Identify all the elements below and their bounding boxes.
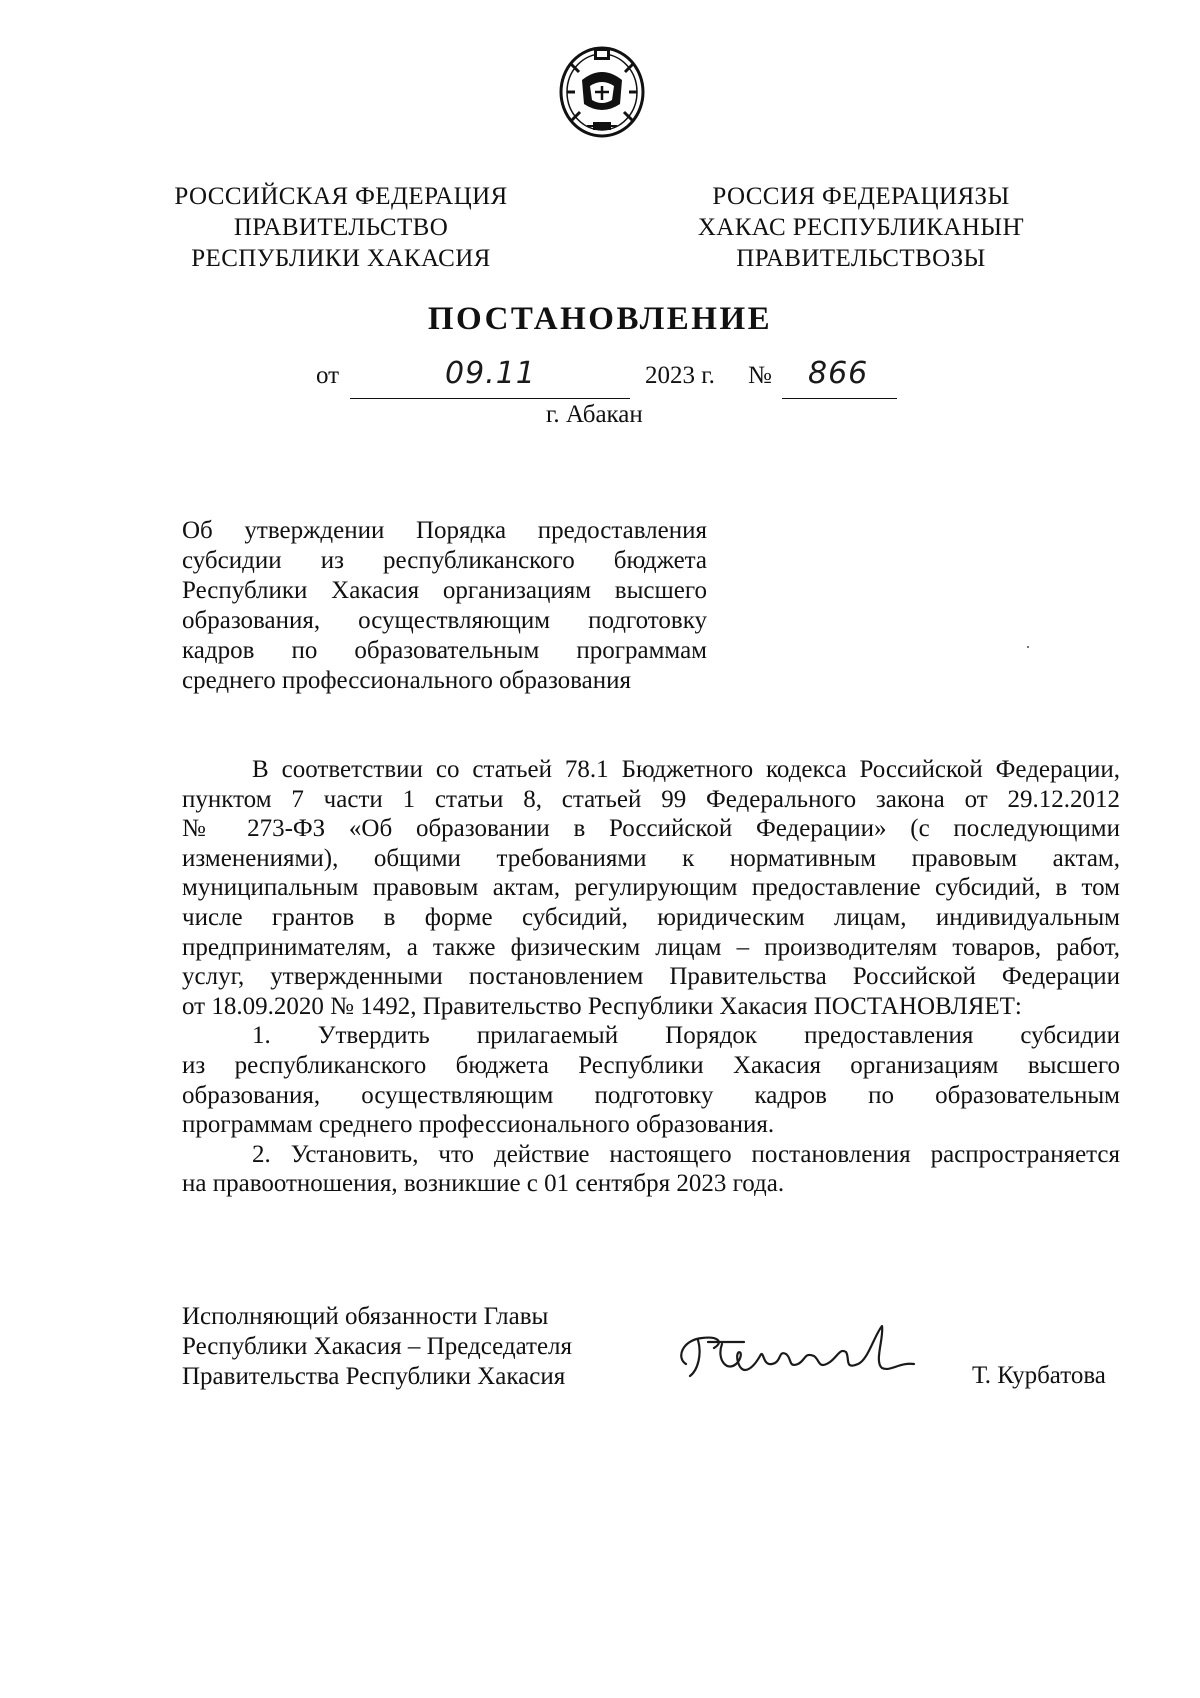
header-left-line: РОССИЙСКАЯ ФЕДЕРАЦИЯ <box>174 183 508 210</box>
subject-line: субсидии из республиканского бюджета <box>182 547 707 574</box>
date-blank-line <box>350 398 630 399</box>
subject-line: образования, осуществляющим подготовку <box>182 607 707 634</box>
body-line: предпринимателям, а также физическим лицам – производителям товаров, работ, <box>182 933 1120 961</box>
handwritten-number: 866 <box>808 356 869 391</box>
signatory-title-line: Правительства Республики Хакасия <box>182 1363 566 1390</box>
signatory-title <box>182 1302 572 1392</box>
subject-line: кадров по образовательным программам <box>182 637 707 664</box>
body-line: на правоотношения, возникшие с 01 сентября 2023 года. <box>182 1170 785 1198</box>
signatory-title-line: Исполняющий обязанности Главы <box>182 1303 549 1330</box>
year-text: 2023 г. <box>645 362 715 389</box>
subject-line: Республики Хакасия организациям высшего <box>182 577 707 604</box>
body-line: изменениями), общими требованиями к нормативным правовым актам, <box>182 844 1120 872</box>
header-right-line: ХАКАС РЕСПУБЛИКАНЫҤ <box>697 214 1025 241</box>
body-line: программам среднего профессионального образования. <box>182 1111 775 1139</box>
date-prefix: от <box>316 362 340 389</box>
body-line: услуг, утвержденными постановлением Правительства Российской Федерации <box>182 963 1120 991</box>
body-line: числе грантов в форме субсидий, юридическим лицам, индивидуальным <box>182 903 1120 931</box>
body-line: муниципальным правовым актам, регулирующим предоставление субсидий, в том <box>182 874 1120 902</box>
signer-name: Т. Курбатова <box>972 1362 1106 1389</box>
handwritten-signature <box>668 1318 928 1392</box>
header-left-line: РЕСПУБЛИКИ ХАКАСИЯ <box>191 245 491 272</box>
handwritten-date: 09.11 <box>445 356 536 391</box>
number-blank-line <box>782 398 897 399</box>
document-body <box>182 755 1120 1199</box>
body-line: образования, осуществляющим подготовку кадров по образовательным <box>182 1081 1120 1109</box>
body-line: из республиканского бюджета Республики Хакасия организациям высшего <box>182 1051 1120 1079</box>
body-line: 1. Утвердить прилагаемый Порядок предоставления субсидии <box>252 1022 1120 1050</box>
city-label: г. Абакан <box>546 401 643 428</box>
header-left-line: ПРАВИТЕЛЬСТВО <box>233 214 449 241</box>
header-right <box>680 181 1042 274</box>
header-right-line: ПРАВИТЕЛЬСТВОЗЫ <box>736 245 986 272</box>
coat-of-arms-emblem <box>557 42 647 140</box>
scan-speck <box>1027 646 1029 648</box>
body-line: 2. Установить, что действие настоящего постановления распространяется <box>252 1140 1120 1168</box>
header-right-line: РОССИЯ ФЕДЕРАЦИЯЗЫ <box>712 183 1010 210</box>
body-line: В соответствии со статьей 78.1 Бюджетного кодекса Российской Федерации, <box>252 756 1120 783</box>
subject-line: среднего профессионального образования <box>182 667 632 694</box>
number-sign: № <box>748 362 772 389</box>
body-line: от 18.09.2020 № 1492, Правительство Республики Хакасия ПОСТАНОВЛЯЕТ: <box>182 992 1022 1020</box>
signatory-title-line: Республики Хакасия – Председателя <box>182 1333 573 1360</box>
document-subject <box>182 516 707 696</box>
body-line: № 273-ФЗ «Об образовании в Российской Федерации» (с последующими <box>182 815 1120 843</box>
header-left <box>160 181 522 274</box>
body-line: пунктом 7 части 1 статьи 8, статьей 99 Федерального закона от 29.12.2012 <box>182 785 1120 813</box>
subject-line: Об утверждении Порядка предоставления <box>182 517 707 544</box>
document-title: ПОСТАНОВЛЕНИЕ <box>427 301 773 337</box>
